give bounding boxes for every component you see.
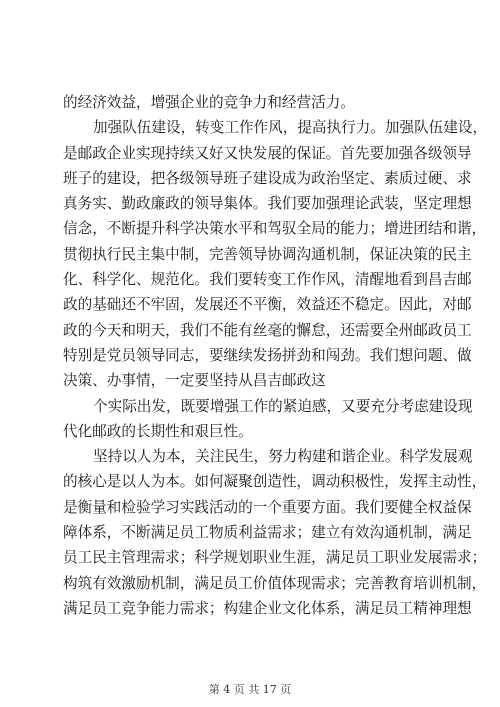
text-line: 特别是党员领导同志，要继续发扬拼劲和闯劲。我们想问题、做	[63, 346, 472, 364]
body-text	[63, 90, 488, 621]
text-line: 的核心是以人为本。如何凝聚创造性，调动积极性，发挥主动性，	[63, 473, 487, 491]
text-line: 贯彻执行民主集中制，完善领导协调沟通机制，保证决策的民主	[63, 245, 472, 263]
text-line: 障体系，不断满足员工物质利益需求；建立有效沟通机制，满足	[63, 524, 472, 542]
text-line: 化、科学化、规范化。我们要转变工作作风，清醒地看到昌吉邮	[63, 271, 472, 289]
text-line: 代化邮政的长期性和艰巨性。	[63, 422, 253, 440]
text-line: 个实际出发，既要增强工作的紧迫感，又要充分考虑建设现	[93, 397, 473, 415]
text-line: 真务实、勤政廉政的领导集体。我们要加强理论武装，坚定理想	[63, 195, 472, 213]
text-line: 是邮政企业实现持续又好又快发展的保证。首先要加强各级领导	[63, 144, 472, 162]
text-line: 信念，不断提升科学决策水平和驾驭全局的能力；增进团结和谐，	[63, 220, 487, 238]
text-line: 的经济效益，增强企业的竞争力和经营活力。	[63, 94, 355, 111]
text-line: 班子的建设，把各级领导班子建设成为政治坚定、素质过硬、求	[63, 169, 472, 187]
text-line: 构筑有效激励机制，满足员工价值体现需求；完善教育培训机制，	[63, 574, 487, 592]
text-line: 坚持以人为本，关注民生，努力构建和谐企业。科学发展观	[93, 448, 473, 466]
page-number-footer: 第 4 页 共 17 页	[208, 683, 292, 696]
text-line: 员工民主管理需求；科学规划职业生涯，满足员工职业发展需求；	[63, 549, 487, 567]
text-line: 政的基础还不牢固，发展还不平衡，效益还不稳定。因此，对邮	[63, 296, 472, 314]
text-line: 加强队伍建设，转变工作作风，提高执行力。加强队伍建设，	[93, 119, 488, 137]
text-line: 是衡量和检验学习实践活动的一个重要方面。我们要健全权益保	[63, 498, 472, 516]
text-line: 满足员工竞争能力需求；构建企业文化体系，满足员工精神理想	[63, 599, 472, 617]
text-line: 决策、办事情，一定要坚持从昌吉邮政这	[63, 372, 326, 390]
text-line: 政的今天和明天，我们不能有丝毫的懈怠，还需要全州邮政员工	[63, 321, 472, 339]
